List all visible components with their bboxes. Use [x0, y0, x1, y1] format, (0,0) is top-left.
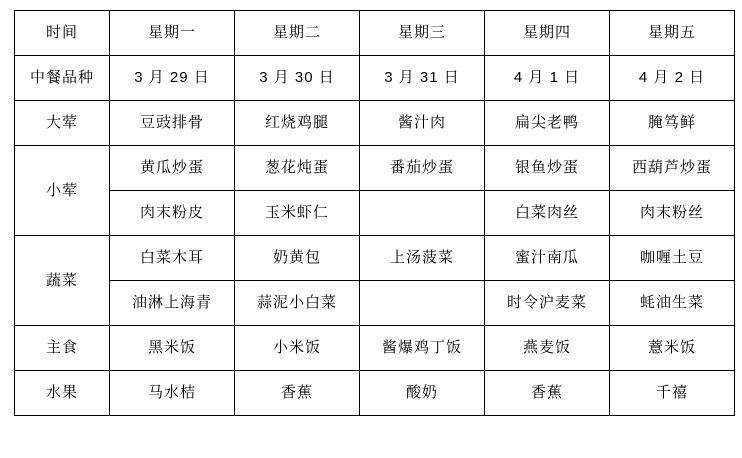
table-cell: 酱爆鸡丁饭: [360, 326, 485, 371]
table-cell: 4 月 2 日: [610, 56, 735, 101]
table-cell: 酸奶: [360, 371, 485, 416]
table-cell-empty: [360, 281, 485, 326]
table-cell: 上汤菠菜: [360, 236, 485, 281]
row-label-staple: 主食: [15, 326, 110, 371]
column-header-monday: 星期一: [110, 11, 235, 56]
column-header-tuesday: 星期二: [235, 11, 360, 56]
table-row-staple: [15, 326, 735, 371]
menu-sheet: [14, 10, 728, 416]
table-cell: 燕麦饭: [485, 326, 610, 371]
table-header-row: [15, 11, 735, 56]
table-cell: 3 月 30 日: [235, 56, 360, 101]
table-cell: 千禧: [610, 371, 735, 416]
table-cell: 扁尖老鸭: [485, 101, 610, 146]
row-label-fruit: 水果: [15, 371, 110, 416]
table-cell: 白菜木耳: [110, 236, 235, 281]
table-cell: 红烧鸡腿: [235, 101, 360, 146]
table-cell: 蚝油生菜: [610, 281, 735, 326]
table-cell: 黑米饭: [110, 326, 235, 371]
table-cell: 奶黄包: [235, 236, 360, 281]
table-cell: 咖喱土豆: [610, 236, 735, 281]
table-cell: 马水桔: [110, 371, 235, 416]
table-cell: 4 月 1 日: [485, 56, 610, 101]
table-cell: 蜜汁南瓜: [485, 236, 610, 281]
column-header-wednesday: 星期三: [360, 11, 485, 56]
table-row-main-meat: [15, 101, 735, 146]
row-label-small-meat: 小荤: [15, 146, 110, 236]
table-row-fruit: [15, 371, 735, 416]
table-row-vegetables-2: [15, 281, 735, 326]
table-row-vegetables-1: [15, 236, 735, 281]
row-label-vegetables: 蔬菜: [15, 236, 110, 326]
row-label-lunch-types: 中餐品种: [15, 56, 110, 101]
table-cell: 番茄炒蛋: [360, 146, 485, 191]
table-row-small-meat-1: [15, 146, 735, 191]
table-cell: 腌笃鲜: [610, 101, 735, 146]
table-cell: 豆豉排骨: [110, 101, 235, 146]
table-cell: 肉末粉丝: [610, 191, 735, 236]
table-cell: 西葫芦炒蛋: [610, 146, 735, 191]
table-cell: 酱汁肉: [360, 101, 485, 146]
table-cell: 3 月 29 日: [110, 56, 235, 101]
table-cell: 3 月 31 日: [360, 56, 485, 101]
table-cell: 时令沪麦菜: [485, 281, 610, 326]
table-cell: 蒜泥小白菜: [235, 281, 360, 326]
table-row-dates: [15, 56, 735, 101]
table-cell: 银鱼炒蛋: [485, 146, 610, 191]
table-cell: 香蕉: [235, 371, 360, 416]
table-cell: 薏米饭: [610, 326, 735, 371]
table-cell: 黄瓜炒蛋: [110, 146, 235, 191]
table-cell: 油淋上海青: [110, 281, 235, 326]
table-cell: 小米饭: [235, 326, 360, 371]
column-header-thursday: 星期四: [485, 11, 610, 56]
table-cell-empty: [360, 191, 485, 236]
weekly-menu-table: [14, 10, 735, 416]
table-cell: 葱花炖蛋: [235, 146, 360, 191]
table-cell: 肉末粉皮: [110, 191, 235, 236]
row-label-main-meat: 大荤: [15, 101, 110, 146]
table-row-small-meat-2: [15, 191, 735, 236]
table-cell: 白菜肉丝: [485, 191, 610, 236]
column-header-time: 时间: [15, 11, 110, 56]
column-header-friday: 星期五: [610, 11, 735, 56]
table-cell: 玉米虾仁: [235, 191, 360, 236]
table-cell: 香蕉: [485, 371, 610, 416]
